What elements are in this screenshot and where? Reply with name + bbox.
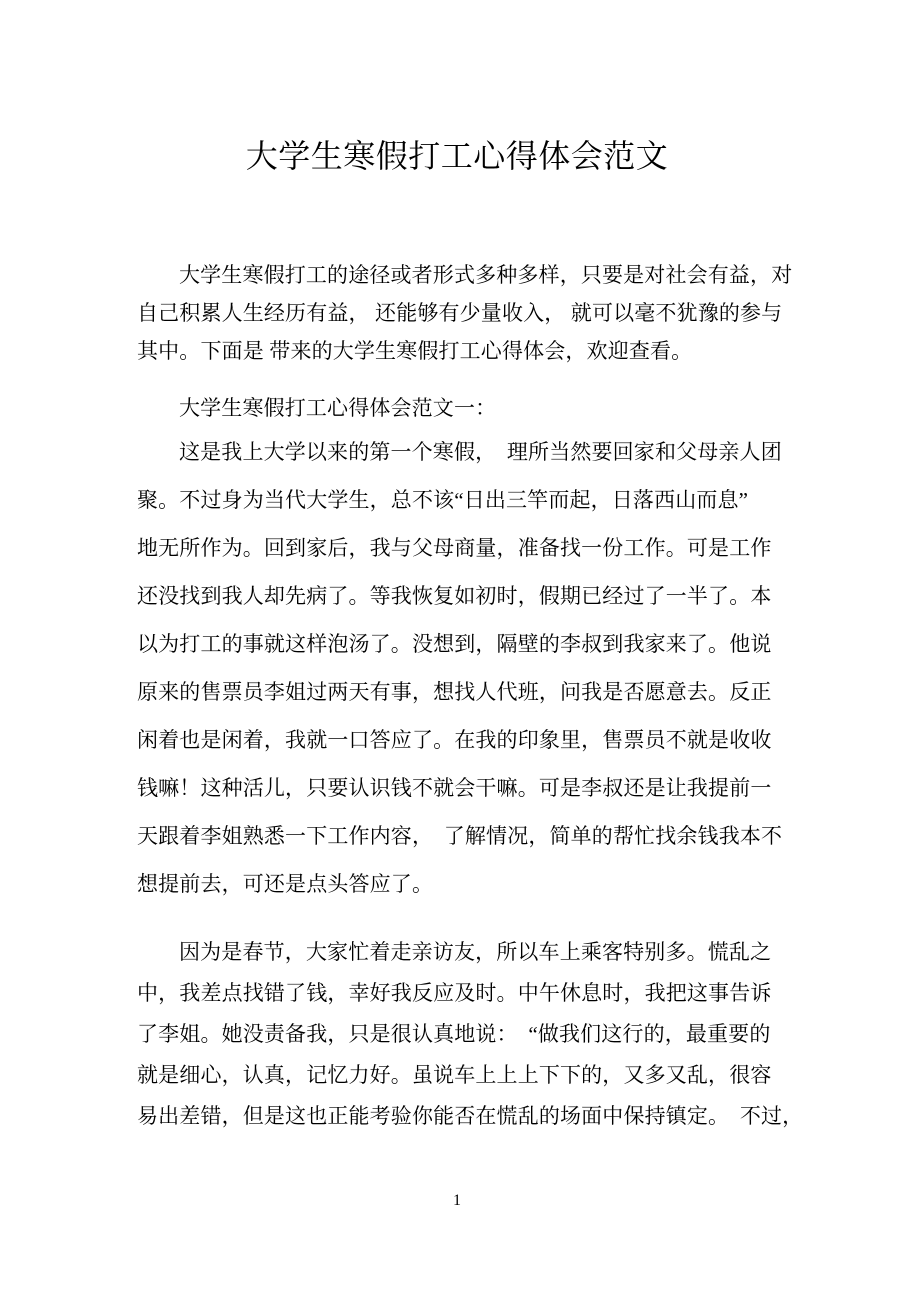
text-line: 钱嘛！这种活儿，只要认识钱不就会干嘛。可是李叔还是让我提前一: [137, 776, 772, 800]
text-line: 聚。不过身为当代大学生，总不该“日出三竿而起，日落西山而息”: [137, 488, 749, 512]
text-line: 原来的售票员李姐过两天有事，想找人代班，问我是否愿意去。反正: [137, 680, 772, 704]
text-line: 天跟着李姐熟悉一下工作内容， 了解情况，简单的帮忙找余钱我本不: [137, 824, 783, 848]
text-line: 了李姐。她没责备我，只是很认真地说： “做我们这行的，最重要的: [137, 1022, 771, 1046]
paragraph-story-2: [137, 932, 804, 1137]
paragraph-section-heading: [137, 384, 797, 432]
text-line: 这是我上大学以来的第一个寒假， 理所当然要回家和父母亲人团: [179, 440, 782, 464]
text-line: 想提前去，可还是点头答应了。: [137, 872, 434, 896]
document-title: 大学生寒假打工心得体会范文: [245, 138, 669, 174]
paragraph-story-1: [137, 428, 797, 908]
text-line: 中，我差点找错了钱，幸好我反应及时。中午休息时，我把这事告诉: [137, 981, 772, 1005]
text-line: 闲着也是闲着，我就一口答应了。在我的印象里，售票员不就是收收: [137, 728, 772, 752]
text-line: 大学生寒假打工心得体会范文一：: [179, 396, 497, 420]
text-line: 自己积累人生经历有益， 还能够有少量收入， 就可以毫不犹豫的参与: [137, 301, 783, 325]
text-line: 因为是春节，大家忙着走亲访友，所以车上乘客特别多。慌乱之: [179, 940, 772, 964]
paragraph-intro: [137, 256, 797, 370]
text-line: 其中。下面是 带来的大学生寒假打工心得体会，欢迎查看。: [137, 339, 693, 363]
text-line: 还没找到我人却先病了。等我恢复如初时，假期已经过了一半了。本: [137, 584, 772, 608]
document-body: [137, 0, 804, 1303]
text-line: 易出差错，但是这也正能考验你能否在慌乱的场面中保持镇定。 不过，: [137, 1104, 804, 1128]
page-number: 1: [453, 1192, 461, 1209]
text-line: 就是细心，认真，记忆力好。虽说车上上上下下的，又多又乱，很容: [137, 1063, 772, 1087]
text-line: 以为打工的事就这样泡汤了。没想到，隔壁的李叔到我家来了。他说: [137, 632, 772, 656]
text-line: 地无所作为。回到家后，我与父母商量，准备找一份工作。可是工作: [137, 536, 772, 560]
text-line: 大学生寒假打工的途径或者形式多种多样，只要是对社会有益，对: [179, 263, 793, 287]
